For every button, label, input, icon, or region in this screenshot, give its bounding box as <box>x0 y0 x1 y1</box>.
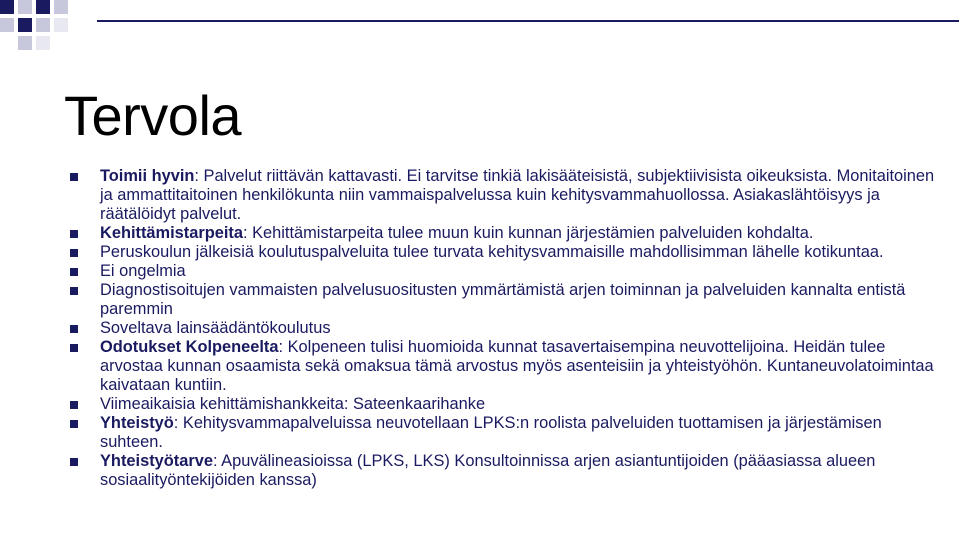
bullet-text: : Palvelut riittävän kattavasti. Ei tarvitse tinkiä lakisääteisistä, subjektiivisista oikeuksista. Monitaitoinen ja ammattitaitoinen henkilökunta niin vammaispalvelussa kuin kehitysvammahuollossa. Asiakaslähtöisyys ja räätälöidyt palvelut. <box>100 167 935 223</box>
bullet-item <box>70 395 940 414</box>
bullet-lead: Yhteistyö <box>100 414 174 432</box>
bullet-text: Peruskoulun jälkeisiä koulutuspalveluita tulee turvata kehitysvammaisille mahdollisimman lähelle kotikuntaa. <box>100 243 884 261</box>
bullet-text: : Apuvälineasioissa (LPKS, LKS) Konsultoinnissa arjen asiantuntijoiden (pääasiassa alueen sosiaalityöntekijöiden kanssa) <box>100 452 876 489</box>
bullet-item <box>70 452 940 490</box>
bullet-square-icon <box>70 173 78 181</box>
bullet-lead: Odotukset Kolpeneelta <box>100 338 279 356</box>
bullet-square-icon <box>70 268 78 276</box>
bullet-item <box>70 243 940 262</box>
bullet-text: Soveltava lainsäädäntökoulutus <box>100 319 331 337</box>
bullet-item <box>70 414 940 452</box>
bullet-item <box>70 167 940 224</box>
bullet-square-icon <box>70 344 78 352</box>
bullet-lead: Toimii hyvin <box>100 167 195 185</box>
bullet-square-icon <box>70 249 78 257</box>
bullet-square-icon <box>70 458 78 466</box>
bullet-square-icon <box>70 420 78 428</box>
bullet-lead: Yhteistyötarve <box>100 452 213 470</box>
slide-title: Tervola <box>64 84 242 147</box>
corner-decoration <box>0 0 120 70</box>
bullet-square-icon <box>70 287 78 295</box>
bullet-item <box>70 338 940 395</box>
bullet-item <box>70 262 940 281</box>
title-rule <box>97 20 959 22</box>
bullet-text: Ei ongelmia <box>100 262 186 280</box>
bullet-lead: Kehittämistarpeita <box>100 224 244 242</box>
bullet-text: : Kehitysvammapalveluissa neuvotellaan LPKS:n roolista palveluiden tuottamisen ja järjestämisen suhteen. <box>100 414 882 451</box>
bullet-list <box>70 167 940 490</box>
bullet-text: Diagnostisoitujen vammaisten palvelusuositusten ymmärtämistä arjen toiminnan ja palveluiden kannalta entistä paremmin <box>100 281 906 318</box>
bullet-text: : Kehittämistarpeita tulee muun kuin kunnan järjestämien palveluiden kohdalta. <box>243 224 814 242</box>
bullet-text: : Kolpeneen tulisi huomioida kunnat tasavertaisempina neuvottelijoina. Heidän tulee arvostaa kunnan osaamista sekä omaksua tämä arvostus myös asenteisiin ja yhteistyöhön. Kuntaneuvolatoimintaa kaivataan kuntiin. <box>100 338 934 394</box>
bullet-text: Viimeaikaisia kehittämishankkeita: Sateenkaarihanke <box>100 395 486 413</box>
bullet-square-icon <box>70 401 78 409</box>
bullet-item <box>70 224 940 243</box>
bullet-square-icon <box>70 325 78 333</box>
bullet-square-icon <box>70 230 78 238</box>
bullet-item <box>70 281 940 319</box>
bullet-item <box>70 319 940 338</box>
